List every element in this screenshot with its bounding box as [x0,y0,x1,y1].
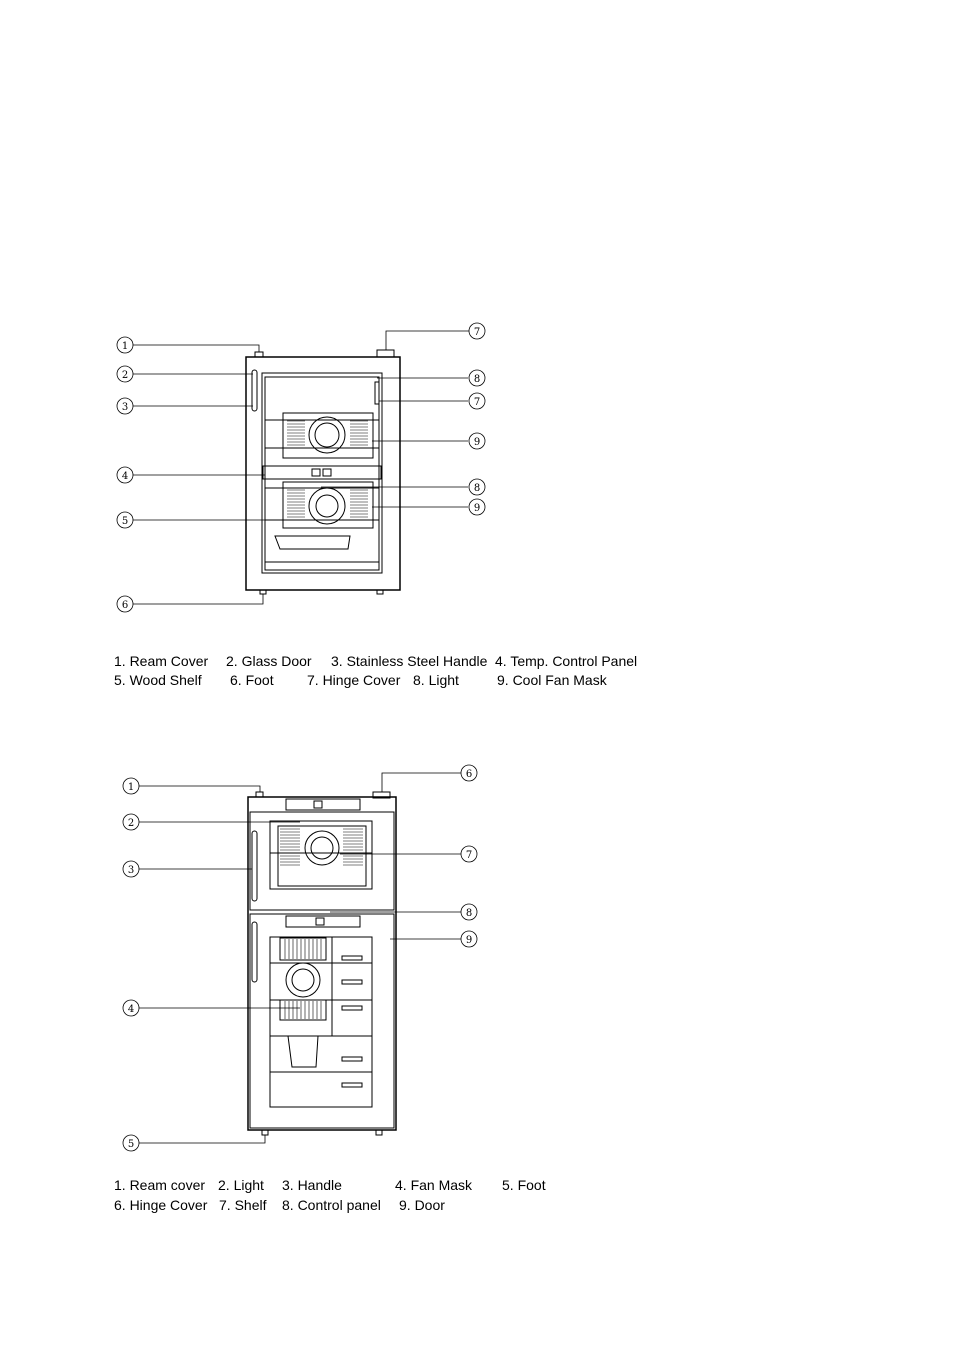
svg-text:4: 4 [121,471,129,482]
temp-control-panel [263,466,381,479]
fan-mask-lower [286,963,320,997]
cabinet-body [248,792,396,1135]
callout-1 [123,778,139,794]
legend-item: 7. Shelf [219,1197,267,1213]
svg-text:8: 8 [473,483,481,494]
legend-item: 9. Cool Fan Mask [497,672,607,688]
wine-cooler-diagram-1 [0,310,954,620]
svg-text:7: 7 [465,850,473,861]
callout-2 [123,814,139,830]
legend-item: 1. Ream cover [114,1177,206,1193]
legend-item: 8. Light [413,672,459,688]
legend-item: 8. Control panel [282,1197,381,1213]
leader-lines [133,331,469,604]
legend-item: 6. Foot [230,672,274,688]
svg-text:9: 9 [473,437,481,448]
legend-item: 2. Light [218,1177,264,1193]
legend-item: 5. Wood Shelf [114,672,202,688]
callout-9-lower [469,499,485,515]
legend-item: 6. Hinge Cover [114,1197,208,1213]
svg-text:5: 5 [121,516,129,527]
svg-text:6: 6 [465,769,473,780]
svg-text:1: 1 [121,341,129,352]
callout-9-top [469,433,485,449]
svg-text:5: 5 [127,1139,135,1150]
svg-text:9: 9 [473,503,481,514]
callout-2 [117,366,133,382]
legend-item: 1. Ream Cover [114,653,209,669]
callout-3 [123,861,139,877]
legend-item: 3. Handle [282,1177,342,1193]
legend-item: 3. Stainless Steel Handle [331,653,488,669]
callout-4 [117,467,133,483]
callout-1 [117,337,133,353]
legend-item: 7. Hinge Cover [307,672,401,688]
svg-text:9: 9 [465,935,473,946]
wine-cooler-diagram-2 [0,760,954,1160]
cabinet-body [246,350,400,594]
legend-item: 4. Temp. Control Panel [495,653,638,669]
wood-shelf [275,536,350,549]
leader-lines [139,773,461,1143]
callout-9 [461,931,477,947]
callout-6 [461,765,477,781]
callout-7-lower [469,393,485,409]
handle-upper [252,831,257,901]
svg-text:7: 7 [473,397,481,408]
callout-5 [117,512,133,528]
svg-text:2: 2 [121,370,129,381]
callout-8 [461,904,477,920]
callout-7 [461,846,477,862]
callout-6 [117,596,133,612]
stainless-steel-handle [252,370,257,411]
hinge-cover-top [377,350,394,357]
svg-text:4: 4 [127,1004,135,1015]
svg-text:1: 1 [127,782,135,793]
svg-text:3: 3 [121,402,129,413]
legend-item: 4. Fan Mask [395,1177,473,1193]
svg-text:6: 6 [121,600,129,611]
legend-item: 2. Glass Door [226,653,312,669]
callout-5 [123,1135,139,1151]
callout-7-top [469,323,485,339]
callout-8-top [469,370,485,386]
control-panel-upper [286,799,360,810]
svg-text:3: 3 [127,865,135,876]
legend-item: 5. Foot [502,1177,546,1193]
callout-8-lower [469,479,485,495]
callout-4 [123,1000,139,1016]
callout-3 [117,398,133,414]
legend-item: 9. Door [399,1197,445,1213]
svg-text:7: 7 [473,327,481,338]
svg-text:8: 8 [465,908,473,919]
light-top [375,382,379,404]
svg-text:8: 8 [473,374,481,385]
handle-lower [252,922,257,982]
svg-text:2: 2 [127,818,135,829]
